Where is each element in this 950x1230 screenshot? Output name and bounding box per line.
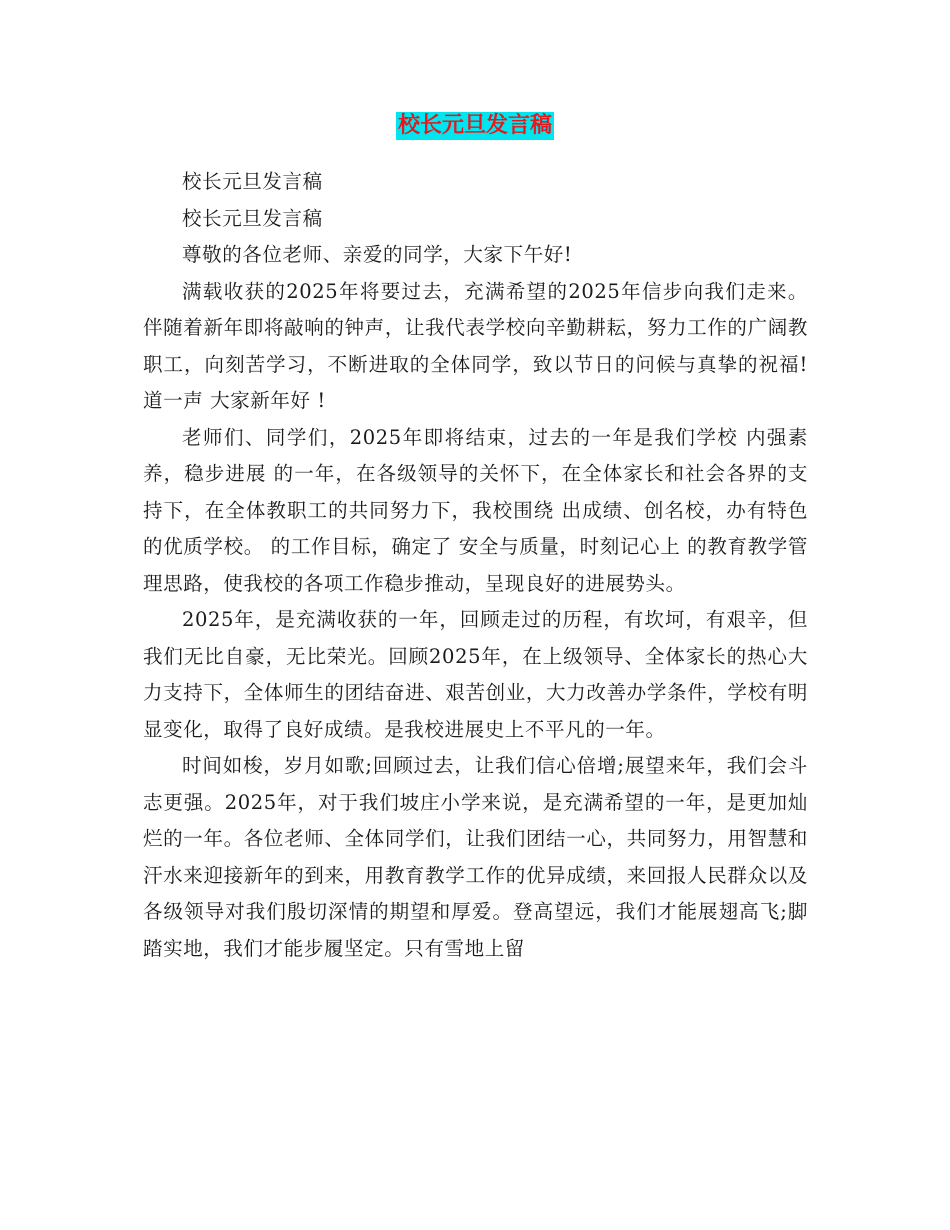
paragraph: 校长元旦发言稿 xyxy=(182,170,323,193)
paragraph: 时间如梭，岁月如歌;回顾过去，让我们信心倍增;展望来年，我们会斗志更强。2025年，对于我们坡庄小学来说，是充满希望的一年，是更加灿烂的一年。各位老师、全体同学们，让我们团结一心，共同努力，用智慧和汗水来迎接新年的到来，用教育教学工作的优异成绩，来回报人民群众以及各级领导对我们殷切深情的期望和厚爱。登高望远，我们才能展翅高飞;脚踏实地，我们才能步履坚定。只有雪地上留 xyxy=(143,754,808,960)
document-title: 校长元旦发言稿 xyxy=(397,113,552,138)
document-body xyxy=(143,164,808,967)
paragraph: 满载收获的2025年将要过去，充满希望的2025年信步向我们走来。伴随着新年即将敲响的钟声，让我代表学校向辛勤耕耘，努力工作的广阔教职工，向刻苦学习，不断进取的全体同学，致以节日的问候与真挚的祝福!道一声 大家新年好 ! xyxy=(143,279,808,412)
paragraph: 老师们、同学们，2025年即将结束，过去的一年是我们学校 内强素养，稳步进展 的一年，在各级领导的关怀下，在全体家长和社会各界的支持下，在全体教职工的共同努力下，我校围绕 出成绩、创名校，办有特色的优质学校。 的工作目标，确定了 安全与质量，时刻记心上 的教育教学管理思路，使我校的各项工作稳步推动，呈现良好的进展势头。 xyxy=(143,425,808,595)
paragraph: 2025年，是充满收获的一年，回顾走过的历程，有坎坷，有艰辛，但我们无比自豪，无比荣光。回顾2025年，在上级领导、全体家长的热心大力支持下，全体师生的团结奋进、艰苦创业，大力改善办学条件，学校有明显变化，取得了良好成绩。是我校进展史上不平凡的一年。 xyxy=(143,608,808,741)
title-block xyxy=(0,112,950,140)
paragraph: 尊敬的各位老师、亲爱的同学，大家下午好! xyxy=(182,243,573,266)
paragraph: 校长元旦发言稿 xyxy=(182,206,323,230)
